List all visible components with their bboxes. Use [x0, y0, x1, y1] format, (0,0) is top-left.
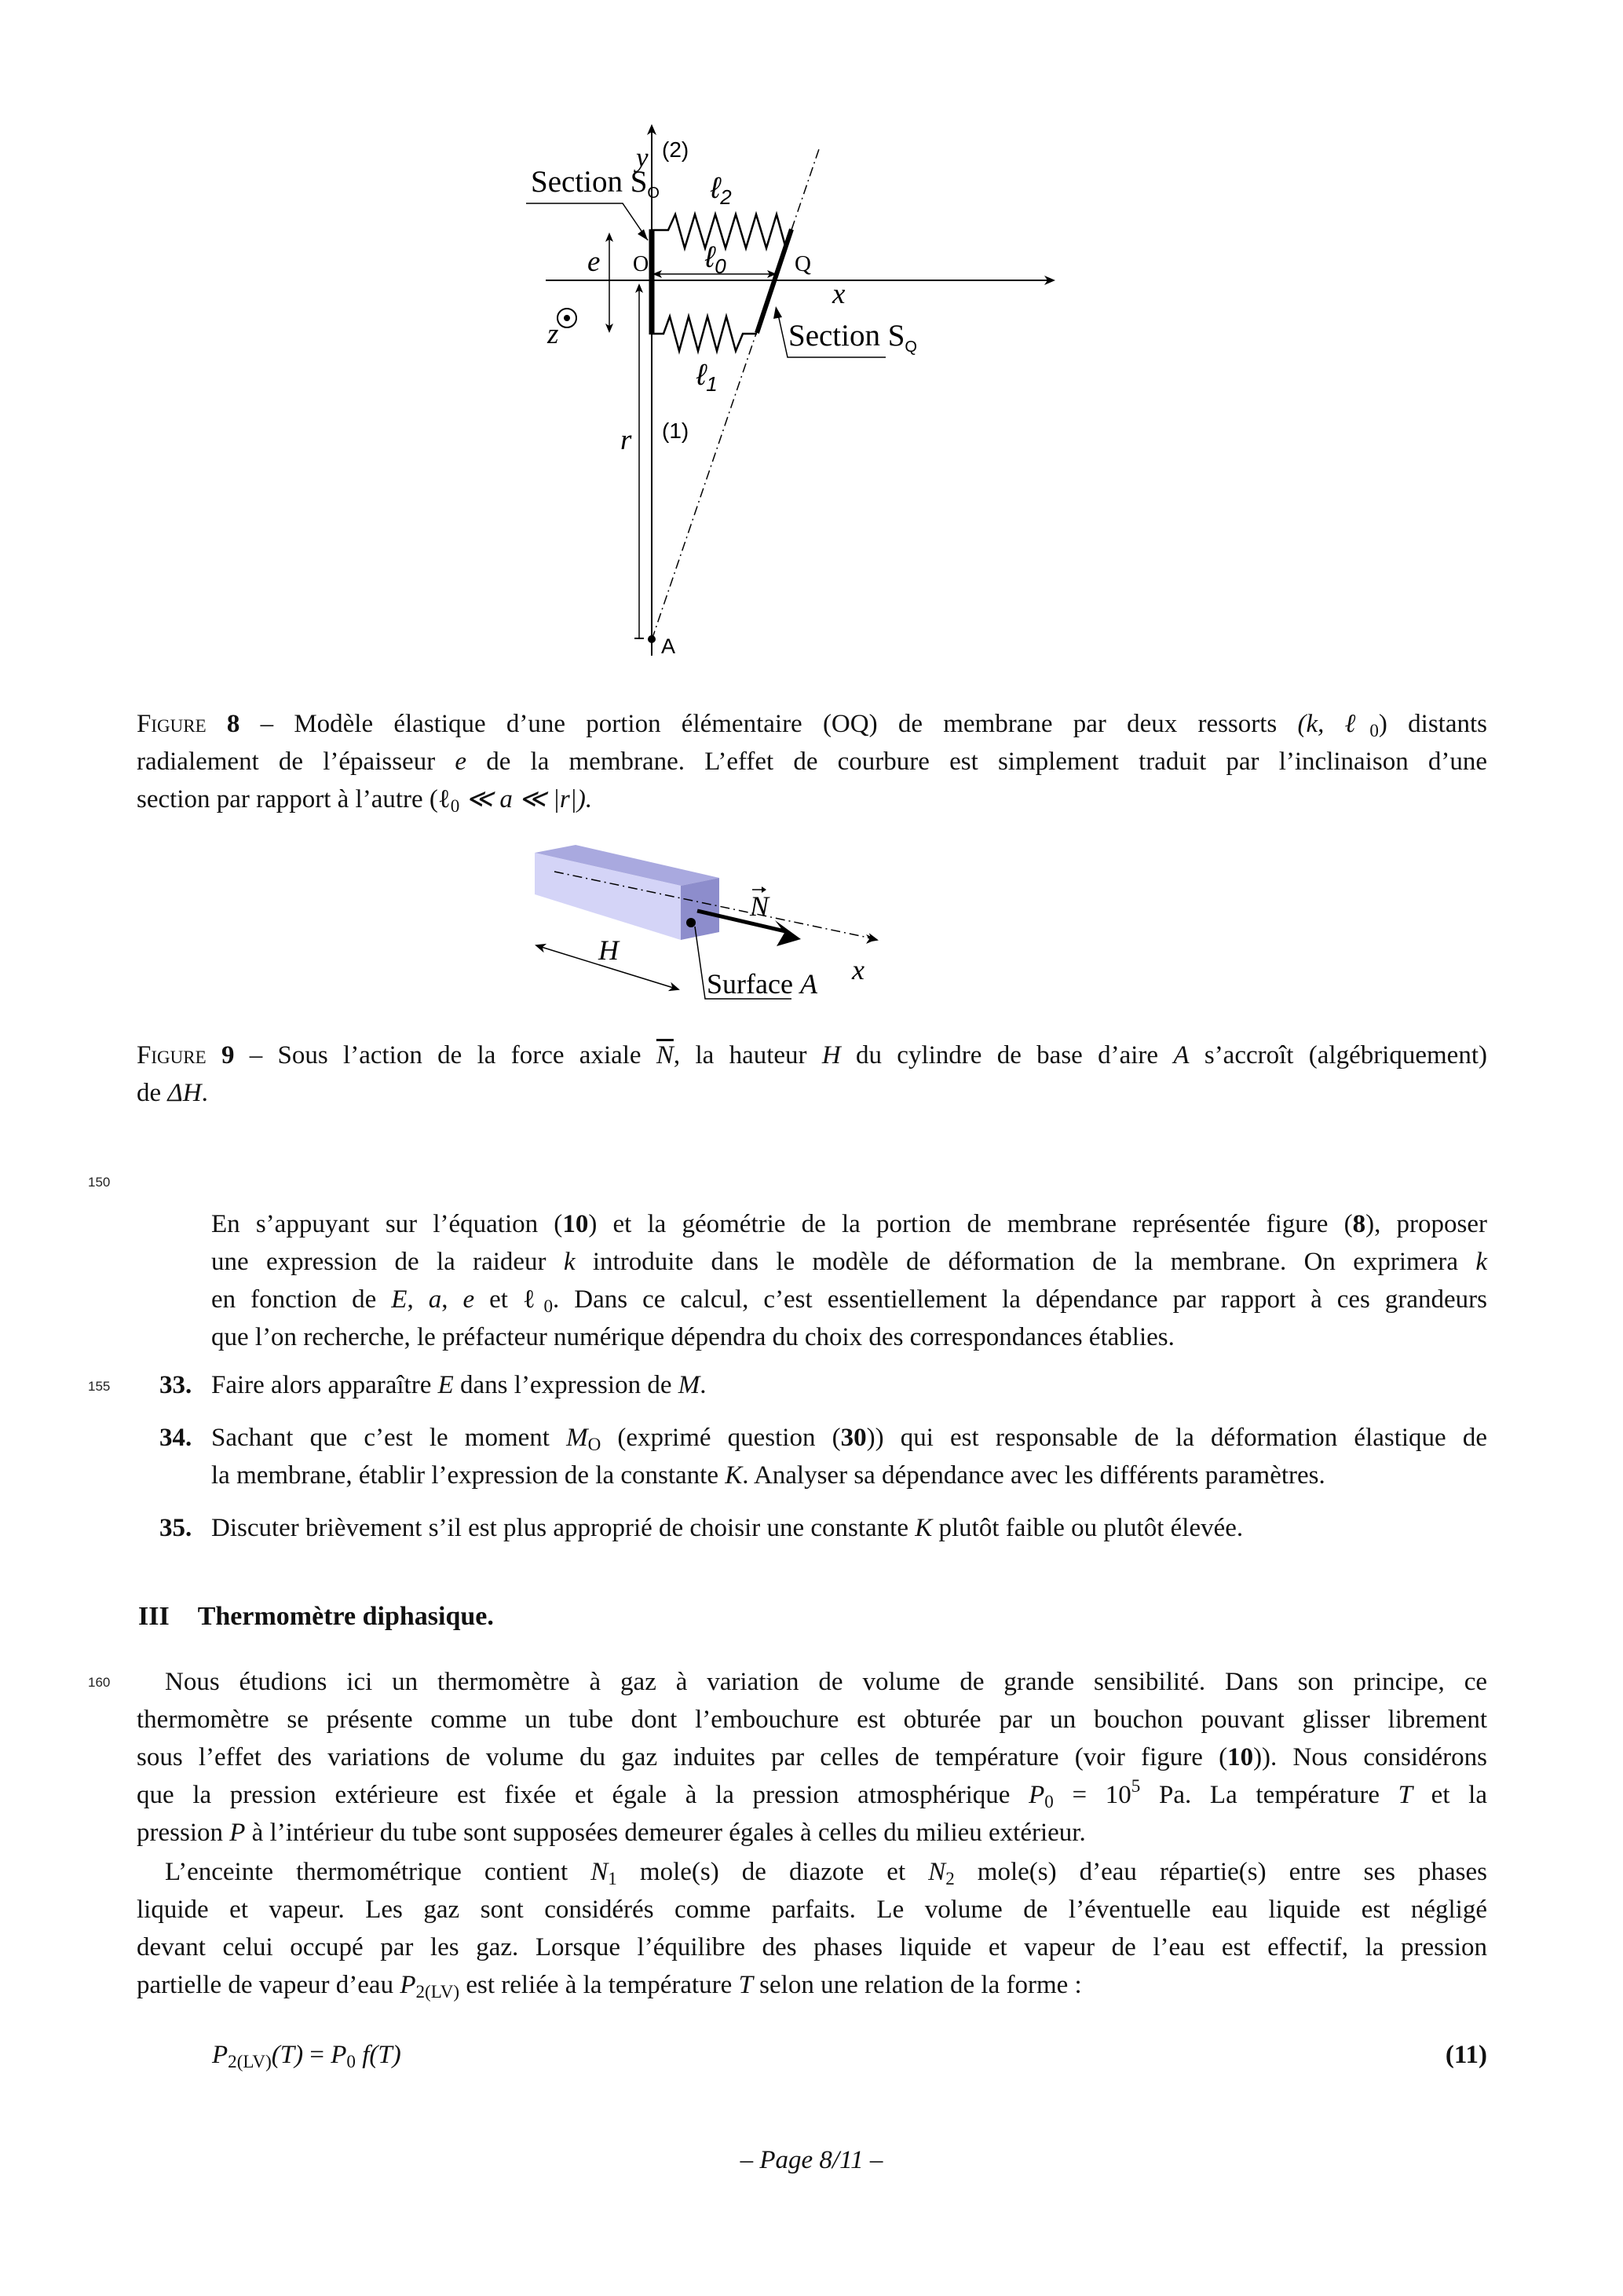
paragraph-1-line2: thermomètre se présente comme un tube dont l’embouchure est obturée par un bouchon pouvant glisser librement — [137, 1706, 1487, 1734]
question-34-text — [211, 1419, 1487, 1494]
label-region-1: (1) — [662, 419, 689, 443]
section-3-title: Thermomètre diphasique. — [197, 1602, 494, 1631]
label-l2: ℓ$_2$ — [711, 172, 732, 209]
equation-11-number: (11) — [1445, 2041, 1487, 2069]
figure-9-caption-line2: de ΔH. — [137, 1079, 208, 1107]
paragraph-1-line4: que la pression extérieure est fixée et égale à la pression atmosphérique $P_0 = 10^5$ Pa. La température T et la — [137, 1775, 1487, 1812]
figure-8-diagram — [0, 0, 1623, 683]
label-region-2: (2) — [662, 137, 689, 162]
figure-8-caption-line2: radialement de l’épaisseur e de la membrane. L’effet de courbure est simplement traduit par l’inclinaison d’une — [137, 748, 1487, 776]
question-35-text: Discuter brièvement s’il est plus approprié de choisir une constante K plutôt faible ou plutôt élevée. — [211, 1514, 1244, 1542]
beam-end-face — [681, 878, 719, 940]
label-e: e — [587, 246, 601, 278]
label-y: y — [636, 142, 649, 173]
figure-9-diagram — [0, 832, 1623, 1021]
paragraph-2 — [137, 1853, 1487, 2004]
paragraph-1-line5: pression P à l’intérieur du tube sont supposées demeurer égales à celles du milieu extérieur. — [137, 1819, 1086, 1847]
question-34-line2: la membrane, établir l’expression de la constante K. Analyser sa dépendance avec les différents paramètres. — [211, 1461, 1325, 1490]
question-33-text: Faire alors apparaître E dans l’expression de M. — [211, 1371, 707, 1399]
label-section-so: Section $S_O$ — [531, 165, 660, 202]
paragraph-2-line4: partielle de vapeur d’eau $P_{2(LV)}$ est reliée à la température T selon une relation de la forme : — [137, 1971, 1082, 2002]
section-so-leader — [526, 203, 648, 240]
question-32-text — [211, 1205, 1487, 1356]
spring-top — [652, 214, 791, 248]
page-footer: – Page 8/11 – — [740, 2146, 883, 2174]
figure-8-caption: Figure 8 – Modèle élastique d’une portion élémentaire (OQ) de membrane par deux ressorts (k, ℓ$_0$) distants — [137, 710, 1487, 740]
question-32-line2: une expression de la raideur k introduite dans le modèle de déformation de la membrane. On exprimera k — [211, 1248, 1487, 1276]
paragraph-1-line3: sous l’effet des variations de volume du gaz induites par celles de température (voir figure (10)). Nous considérons — [137, 1743, 1487, 1771]
label-a: A — [661, 634, 676, 658]
line-number-155: 155 — [88, 1379, 111, 1394]
label-q: Q — [795, 251, 811, 276]
label-l0: ℓ$_0$ — [705, 241, 726, 278]
question-34-line1: Sachant que c’est le moment $M_O$ (exprimé question (30)) qui est responsable de la déformation élastique de — [211, 1424, 1487, 1454]
label-n: N — [750, 890, 769, 922]
label-x: x — [832, 278, 846, 310]
question-33-number: 33. — [159, 1371, 192, 1399]
label-h: H — [598, 934, 619, 966]
line-number-160: 160 — [88, 1675, 111, 1690]
line-number-150: 150 — [88, 1175, 111, 1190]
paragraph-1-line1: Nous étudions ici un thermomètre à gaz à variation de volume de grande sensibilité. Dans son principe, ce — [165, 1668, 1487, 1696]
surface-point — [686, 918, 696, 927]
paragraph-2-line1: L’enceinte thermométrique contient $N_1$ mole(s) de diazote et $N_2$ mole(s) d’eau répartie(s) entre ses phases — [165, 1858, 1487, 1888]
question-32-line1: En s’appuyant sur l’équation (10) et la géométrie de la portion de membrane représentée figure (8), proposer — [211, 1210, 1488, 1238]
label-o: O — [633, 252, 649, 276]
paragraph-1 — [137, 1663, 1487, 1852]
paragraph-2-line3: devant celui occupé par les gaz. Lorsque l’équilibre des phases liquide et vapeur de l’eau est effectif, la pression — [137, 1933, 1487, 1961]
question-34-number: 34. — [159, 1424, 192, 1452]
point-a — [648, 635, 656, 643]
question-35-number: 35. — [159, 1514, 192, 1542]
label-surface-a: Surface A — [707, 968, 817, 1000]
question-32-line4: que l’on recherche, le préfacteur numérique dépendra du choix des correspondances établies. — [211, 1323, 1175, 1351]
label-section-sq: Section $S_Q$ — [788, 319, 917, 356]
section-3-heading — [138, 1598, 494, 1636]
equation-11: $P_{2(LV)}(T) = P_0$ f(T) — [212, 2041, 401, 2071]
spring-bottom — [652, 316, 757, 351]
section-3-numeral: III — [138, 1602, 170, 1631]
figure-8-caption-line3: section par rapport à l’autre (ℓ$_0$ ≪ a ≪ |r|). — [137, 785, 593, 816]
label-r: r — [620, 424, 632, 456]
figure-9-caption: Figure 9 – Sous l’action de la force axiale $\overline{N}$, la hauteur H du cylindre de base d’aire A s’accroît (algébriquement) — [137, 1041, 1487, 1069]
label-l1: ℓ$_1$ — [696, 359, 718, 396]
paragraph-2-line2: liquide et vapeur. Les gaz sont considérés comme parfaits. Le volume de l’éventuelle eau liquide est négligé — [137, 1896, 1487, 1924]
label-x9: x — [852, 954, 865, 985]
label-z: z — [547, 318, 559, 350]
question-32-line3: en fonction de E, a, e et ℓ$_0$. Dans ce calcul, c’est essentiellement la dépendance par rapport à ces grandeurs — [211, 1285, 1487, 1316]
